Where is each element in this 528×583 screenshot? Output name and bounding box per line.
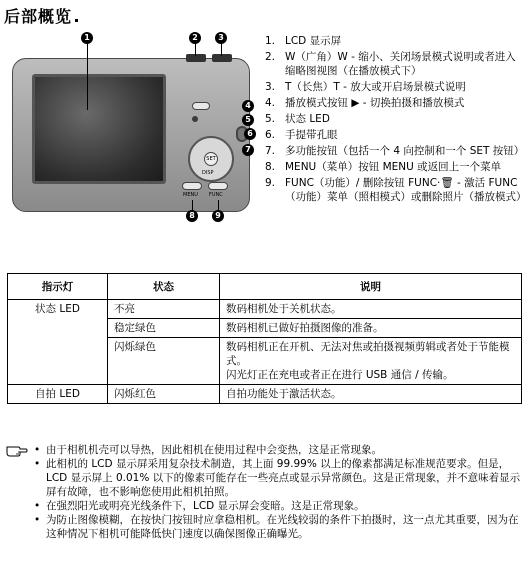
cell-indicator: 状态 LED bbox=[8, 300, 108, 385]
zoom-t-button bbox=[212, 54, 232, 62]
callout-2: 2 bbox=[189, 32, 201, 44]
func-label: FUNC bbox=[209, 192, 223, 198]
callout-5: 5 bbox=[242, 114, 254, 126]
callout-6: 6 bbox=[244, 128, 256, 140]
header-description: 说明 bbox=[220, 274, 522, 300]
menu-button bbox=[182, 182, 202, 190]
list-item: • 为防止图像模糊，在按快门按钮时应拿稳相机。在光线较弱的条件下拍摄时，这一点尤其重要，因为在这种情况下相机可能降低快门速度以确保图像正确曝光。 bbox=[34, 513, 524, 541]
parts-description-list bbox=[265, 34, 525, 206]
list-item: 8. MENU（菜单）按钮 MENU 或返回上一个菜单 bbox=[265, 161, 502, 173]
disp-label: DISP bbox=[202, 170, 214, 176]
camera-rear-illustration bbox=[8, 30, 254, 224]
callout-1: 1 bbox=[81, 32, 93, 44]
notes-list bbox=[34, 443, 524, 541]
table-row bbox=[8, 300, 522, 319]
status-led bbox=[192, 116, 198, 122]
list-item: 1. LCD 显示屏 bbox=[265, 35, 342, 47]
list-item: 9. FUNC（功能）/ 删除按钮 FUNC·🗑 - 激活 FUNC（功能）菜单（照相模式）或删除照片（播放模式） bbox=[265, 177, 527, 203]
func-button bbox=[208, 182, 228, 190]
header-indicator: 指示灯 bbox=[8, 274, 108, 300]
cell-description: 数码相机已做好拍摄图像的准备。 bbox=[220, 319, 522, 338]
list-item: 7. 多功能按钮（包括一个 4 向控制和一个 SET 按钮） bbox=[265, 145, 525, 157]
list-item: • 此相机的 LCD 显示屏采用复杂技术制造，其上面 99.99% 以上的像素都满足标准规范要求。但是，LCD 显示屏上 0.01% 以下的像素可能存在一些亮点或显示异常颜色。这是正常现象，并不意味着显示屏有故障，也不影响您使用此相机拍照。 bbox=[34, 457, 524, 499]
led-status-table bbox=[7, 273, 522, 404]
cell-description bbox=[220, 338, 522, 385]
list-item: 4. 播放模式按钮 ▶ - 切换拍摄和播放模式 bbox=[265, 97, 465, 109]
menu-label: MENU bbox=[183, 192, 198, 198]
cell-description-line: 闪光灯正在充电或者正在进行 USB 通信 / 传输。 bbox=[226, 369, 454, 381]
cell-description-line: 数码相机正在开机、无法对焦或拍摄视频剪辑或者处于节能模式。 bbox=[226, 341, 510, 367]
list-item: 5. 状态 LED bbox=[265, 113, 330, 125]
cell-status: 闪烁绿色 bbox=[108, 338, 220, 385]
playback-button bbox=[192, 102, 210, 110]
list-item: 2. W（广角）W - 缩小、关闭场景模式说明或者进入缩略图视图（在播放模式下） bbox=[265, 51, 516, 77]
pointing-hand-icon bbox=[6, 443, 28, 457]
cell-status: 稳定绿色 bbox=[108, 319, 220, 338]
header-status: 状态 bbox=[108, 274, 220, 300]
list-item: 6. 手提带孔眼 bbox=[265, 129, 338, 141]
lcd-screen bbox=[32, 74, 166, 184]
notes-section bbox=[6, 443, 524, 541]
multi-function-dial bbox=[188, 136, 234, 182]
cell-description: 数码相机处于关机状态。 bbox=[220, 300, 522, 319]
cell-description: 自拍功能处于激活状态。 bbox=[220, 385, 522, 404]
zoom-w-button bbox=[186, 54, 206, 62]
page-title: 后部概览 bbox=[4, 4, 78, 27]
callout-9: 9 bbox=[212, 210, 224, 222]
callout-7: 7 bbox=[242, 144, 254, 156]
cell-status: 闪烁红色 bbox=[108, 385, 220, 404]
list-item: • 由于相机机壳可以导热，因此相机在使用过程中会变热，这是正常现象。 bbox=[34, 443, 524, 457]
list-item: • 在强烈阳光或明亮光线条件下，LCD 显示屏会变暗。这是正常现象。 bbox=[34, 499, 524, 513]
callout-8: 8 bbox=[186, 210, 198, 222]
callout-3: 3 bbox=[215, 32, 227, 44]
table-header-row bbox=[8, 274, 522, 300]
callout-4: 4 bbox=[242, 100, 254, 112]
list-item: 3. T（长焦）T - 放大或开启场景模式说明 bbox=[265, 81, 466, 93]
cell-indicator: 自拍 LED bbox=[8, 385, 108, 404]
cell-status: 不亮 bbox=[108, 300, 220, 319]
table-row bbox=[8, 385, 522, 404]
set-button: SET bbox=[204, 152, 218, 166]
